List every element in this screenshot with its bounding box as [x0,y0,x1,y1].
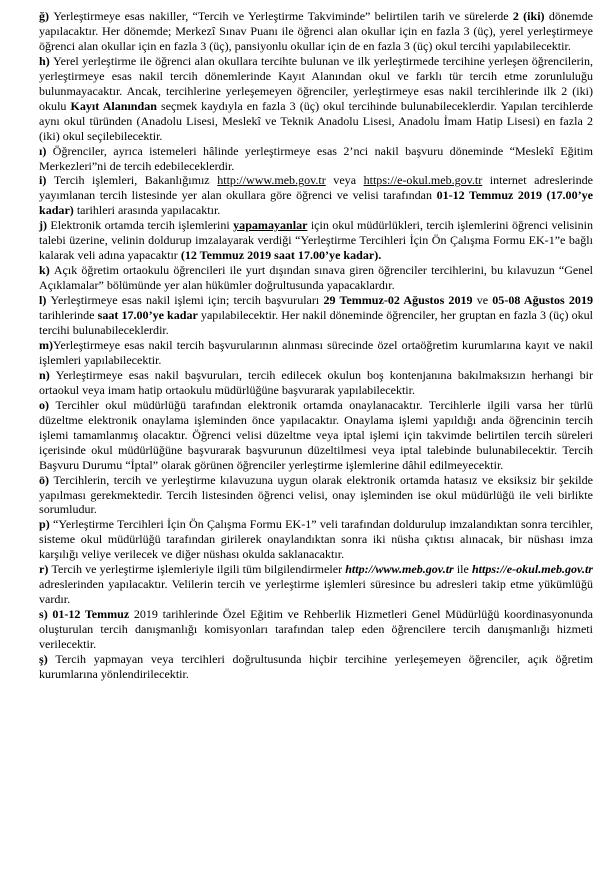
paragraph [39,517,593,562]
text-run: Yerel yerleştirme ile öğrenci alan okullara tercihte bulunan ve ilk yerleştirmede tercihine yerleşen öğrencilerin, yerleştirmeye esas nakil tercih dönemlerinde Kayıt Alanından okul ve farklı tür tercih etme zorunluluğu bulunmayacaktır. Ancak, tercihlerine yerleşemeyen öğrenciler, yerleştirmeye esas nakil tercihlerinde ilk 2 (iki) okulu [39,53,593,113]
text-run: s) 01-12 Temmuz [39,607,130,622]
paragraph [39,218,593,263]
text-run: i) [39,173,54,188]
paragraph [39,338,593,368]
text-run: saat 17.00’ye kadar [97,308,198,323]
text-run: Tercihlerin, tercih ve yerleştirme kılavuzuna uygun olarak elektronik ortamda hatasız ve eksiksiz bir şekilde yapılması gerekmektedir. Tercih listesinden öğrenci velisi, onay işleminden ise okul müdürlüğü ile veli birlikte sorumludur. [39,472,594,517]
text-run: için okul müdürlükleri, tercih işlemlerini öğrenci velisinin talebi üzerine, velinin doldurup imzalayarak verdiği “Yerleştirme Tercihleri İçin Ön Çalışma Formu EK-1”e bağlı kalarak veli adına yapacaktır [39,218,593,263]
paragraph [39,652,593,682]
text-run: ğ) [39,9,54,23]
text-run: ve [472,293,493,308]
text-run: r) [39,562,52,577]
url-link[interactable]: https://e-okul.meb.gov.tr [471,562,593,577]
text-run: Yerleştirmeye esas nakiller, “Tercih ve Yerleştirme Takviminde” belirtilen tarih ve sürelerde [53,9,513,23]
text-run: seçmek kaydıyla en fazla 3 (üç) okul tercihinde bulunabileceklerdir. Yapılan tercihlerde aynı okul türünden (Anadolu Lisesi, Meslekî ve Teknik Anadolu Lisesi, Anadolu İmam Hatip Lisesi) en fazla 2 (iki) okul seçilebilecektir. [39,98,593,143]
paragraph [39,9,593,54]
text-run: Yerleştirmeye esas nakil işlemi için; tercih başvuruları [50,293,324,308]
text-run: Yerleştirmeye esas nakil tercih başvurularının alınması sürecinde özel ortaöğretim kurumlarına kayıt ve nakil işlemleri yapılabilecektir. [39,337,593,367]
text-run: tarihlerinde [39,308,98,323]
text-run: 29 Temmuz-02 Ağustos 2019 [323,293,473,308]
text-run: tarihleri arasında yapılacaktır. [73,203,221,218]
text-run: internet adreslerinde yayımlanan tercih listesinde yer alan okullara göre öğrenci ve velisi tarafından [39,173,594,203]
text-run: “Yerleştirme Tercihleri İçin Ön Çalışma Formu EK-1” veli tarafından doldurulup imzalandıktan sonra tercihler, sisteme okul müdürlüğü tarafından girilerek onaylandıktan sonra iki nüsha çıktısı alınacak, bir nüshası imza karşılığı veliye verilecek ve diğer nüshası okulda saklanacaktır. [39,517,593,562]
url-link[interactable]: https://e-okul.meb.gov.tr [363,173,483,188]
text-run: j) [39,218,51,233]
text-run: dönemde yapılacaktır. Her dönemde; Merkezî Sınav Puanı ile öğrenci alan okullar için en fazla 3 (üç), yerel yerleştirmeye öğrenci alan okullar için en fazla 3 (üç), pansiyonlu okullar için de en fazla 3 (üç) okul tercihi yapılabilecektir. [39,9,594,53]
paragraph [39,473,593,518]
text-run: Öğrenciler, ayrıca istemeleri hâlinde yerleştirmeye esas 2’nci nakil başvuru döneminde “Meslekî Eğitim Merkezleri”ni de tercih edebileceklerdir. [39,143,593,173]
text-run: Kayıt Alanından [70,98,157,113]
text-run: veya [325,173,364,188]
text-run: n) [39,367,56,382]
text-run: m) [39,337,54,352]
text-run: yapamayanlar [233,218,308,233]
text-run: k) [39,263,54,278]
text-run: Açık öğretim ortaokulu öğrencileri ile yurt dışından sınava giren öğrenciler tercihlerini, bu kılavuzun “Genel Açıklamalar” bölümünde yer alan hükümler doğrultusunda yapacaklardır. [39,263,593,293]
text-run: ile [453,562,472,577]
text-run: Tercihler okul müdürlüğü tarafından elektronik ortamda onaylanacaktır. Tercihlerle ilgili varsa her türlü düzeltme elektronik onaylama işleminden önce yapılacaktır. Onaylama işlemi yapıldığı anda öğrencinin tercih işlemi tamamlanmış olacaktır. Öğrenci velisi düzeltme veya iptal işlemi için takvimde belirtilen tercih süreleri içerisinde okul müdürlüğüne başvurarak başvurunun düzeltilmesi veya iptal talebinde bulunabilecektir. Tercih Başvuru Durumu “İptal” olarak görünen öğrenciler yerleştirme işlemlerine dâhil edilmeyecektir. [39,397,593,472]
text-run: Tercih yapmayan veya tercihleri doğrultusunda hiçbir tercihine yerleşemeyen öğrenciler, açık öğretim kurumlarına yönlendirilecektir. [39,651,593,681]
text-run: Elektronik ortamda tercih işlemlerini [50,218,234,233]
paragraph [39,293,593,338]
paragraph [39,562,593,607]
url-link[interactable]: http://www.meb.gov.tr [345,562,454,577]
text-run: Yerleştirmeye esas nakil başvuruları, tercih edilecek okulun boş kontenjanına bakılmaksızın herhangi bir ortaokul veya imam hatip ortaokulu müdürlüğüne başvurarak yapılabilecektir. [39,367,593,397]
text-run: 2019 tarihlerinde Özel Eğitim ve Rehberlik Hizmetleri Genel Müdürlüğü koordinasyonunda oluşturulan tercih danışmanlığı komisyonları tarafından talep eden öğrencilere tercih danışmanlığı hizmeti verilecektir. [39,607,593,652]
text-run: Tercih ve yerleştirme işlemleriyle ilgili tüm bilgilendirmeler [51,562,346,577]
paragraph [39,144,593,174]
text-run: h) [39,53,54,68]
text-run: o) [39,397,56,412]
text-run: 01-12 Temmuz 2019 (17.00’ye kadar) [39,188,593,218]
paragraph [39,263,593,293]
text-run: ş) [39,651,56,666]
paragraph [39,398,593,473]
text-run: 2 (iki) [512,9,545,23]
text-run: ı) [39,143,53,158]
text-run: 05-08 Ağustos 2019 [492,293,593,308]
paragraph [39,54,593,144]
paragraph [39,173,593,218]
text-run: l) [39,293,51,308]
text-run: adreslerinden yapılacaktır. Velilerin tercih ve yerleştirme işlemleri süresince bu adresleri takip etme yükümlüğü vardır. [39,577,593,607]
text-run: (12 Temmuz 2019 saat 17.00’ye kadar). [180,248,382,263]
text-run: ö) [39,472,54,487]
paragraph [39,368,593,398]
url-link[interactable]: http://www.meb.gov.tr [217,173,326,188]
text-run: Tercih işlemleri, Bakanlığımız [53,173,218,188]
paragraph [39,607,593,652]
text-run: p) [39,517,53,532]
text-run: yapılabilecektir. Her nakil döneminde öğrenciler, her gruptan en fazla 3 (üç) okul tercihi bulunabileceklerdir. [39,308,593,338]
